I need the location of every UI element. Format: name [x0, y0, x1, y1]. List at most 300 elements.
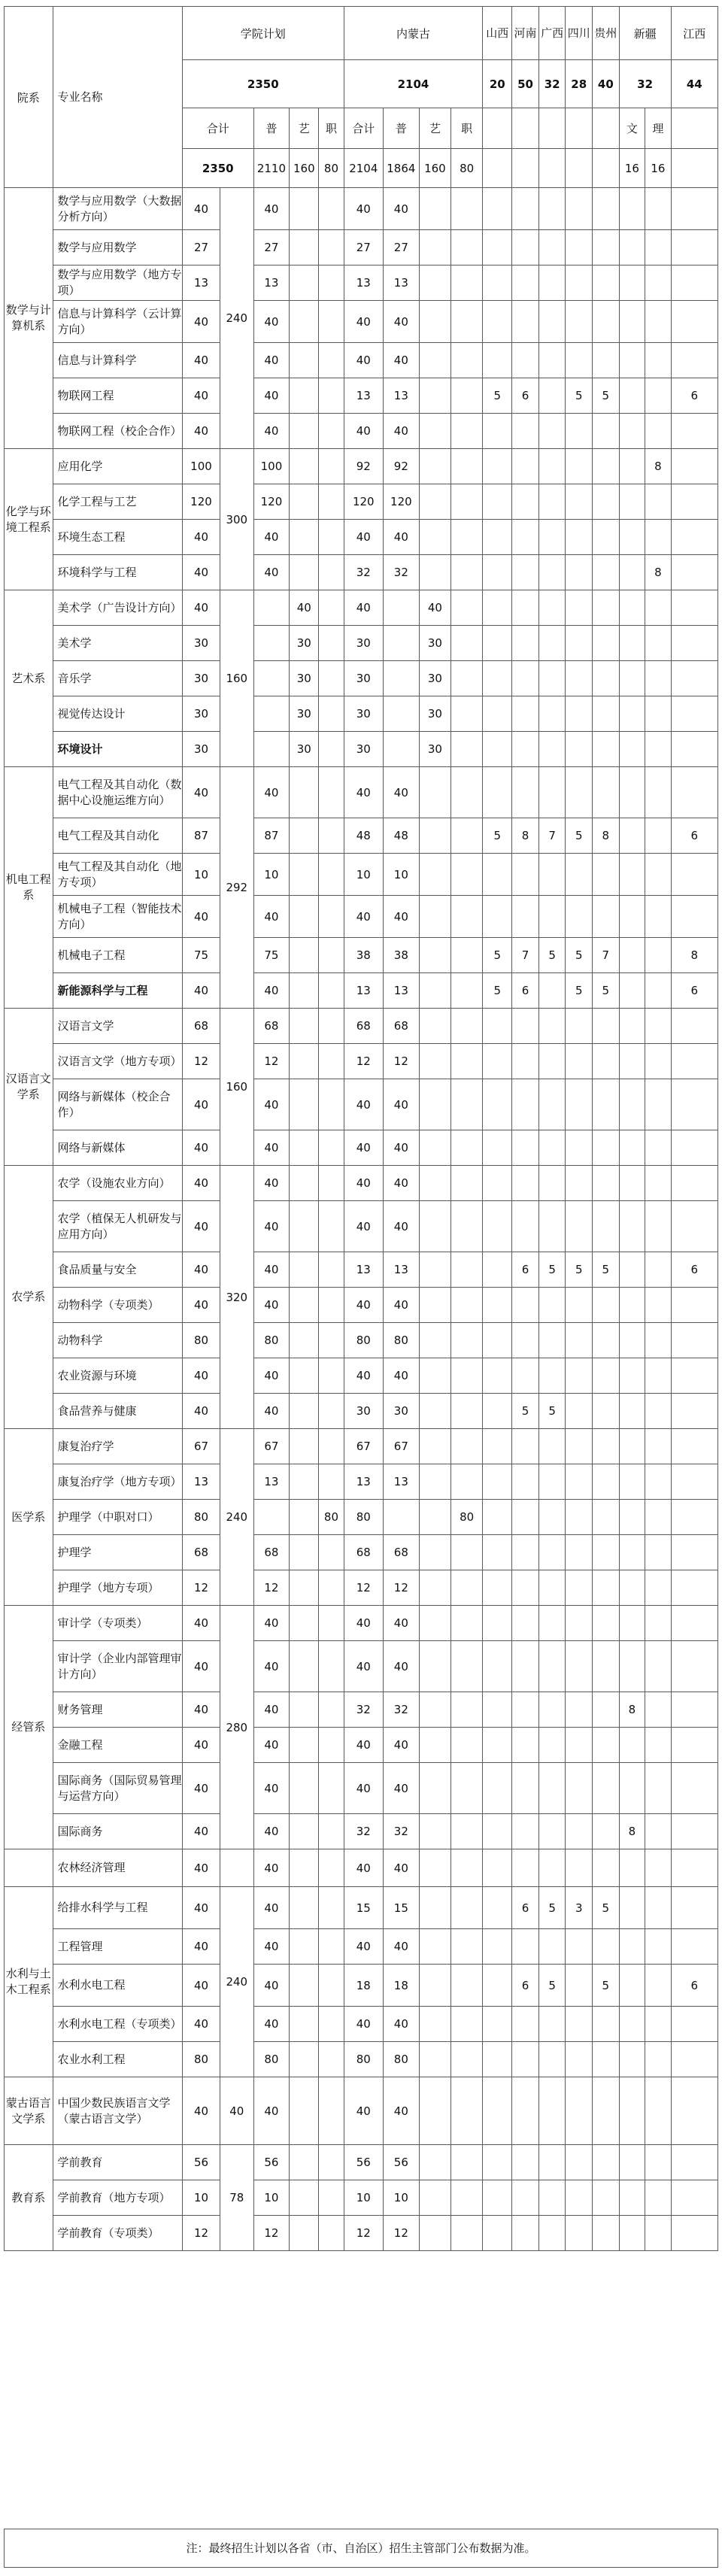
- value-cell: [566, 1201, 593, 1252]
- value-cell: [419, 1394, 450, 1429]
- value-cell: 27: [344, 230, 383, 265]
- major-name: 数学与应用数学（地方专项）: [53, 265, 182, 301]
- value-cell: [483, 2145, 512, 2180]
- value-cell: 5: [593, 973, 620, 1009]
- value-cell: [483, 1252, 512, 1288]
- value-cell: [451, 854, 483, 896]
- value-cell: [619, 1288, 645, 1323]
- value-cell: [538, 1570, 566, 1606]
- value-cell: 100: [253, 449, 290, 484]
- value-cell: [319, 265, 344, 301]
- value-cell: [671, 1464, 717, 1500]
- value-cell: 40: [253, 1358, 290, 1394]
- value-cell: [451, 1641, 483, 1692]
- department-name: 艺术系: [5, 590, 53, 767]
- value-cell: 32: [383, 1692, 419, 1728]
- value-cell: [290, 1079, 319, 1130]
- value-cell: [538, 1929, 566, 1965]
- value-cell: [645, 818, 672, 854]
- value-cell: [290, 449, 319, 484]
- value-cell: [671, 896, 717, 938]
- value-cell: [419, 1763, 450, 1814]
- value-cell: [593, 1763, 620, 1814]
- value-cell: [566, 1464, 593, 1500]
- value-cell: [538, 1692, 566, 1728]
- value-cell: [512, 1763, 539, 1814]
- value-cell: [483, 626, 512, 661]
- value-cell: [538, 484, 566, 520]
- value-cell: [538, 1358, 566, 1394]
- value-cell: [319, 1606, 344, 1641]
- table-row: [5, 1763, 718, 1814]
- major-name: 护理学（中职对口）: [53, 1500, 182, 1535]
- value-cell: [619, 1535, 645, 1570]
- value-cell: 40: [253, 520, 290, 555]
- value-cell: 6: [671, 973, 717, 1009]
- value-cell: 40: [383, 1606, 419, 1641]
- value-cell: [451, 484, 483, 520]
- value-cell: 40: [253, 1288, 290, 1323]
- value-cell: 6: [671, 1252, 717, 1288]
- value-cell: [483, 2216, 512, 2251]
- value-cell: [290, 1728, 319, 1763]
- value-cell: [451, 590, 483, 626]
- value-cell: [419, 1323, 450, 1358]
- table-row: [5, 1009, 718, 1044]
- value-cell: [419, 1814, 450, 1849]
- value-cell: [671, 555, 717, 590]
- value-cell: [593, 1429, 620, 1464]
- value-cell: [512, 1079, 539, 1130]
- value-cell: [451, 1201, 483, 1252]
- value-cell: [538, 188, 566, 230]
- value-cell: [319, 973, 344, 1009]
- value-cell: [593, 1464, 620, 1500]
- value-cell: [538, 2216, 566, 2251]
- value-cell: [645, 520, 672, 555]
- value-cell: [512, 484, 539, 520]
- value-cell: [645, 1500, 672, 1535]
- value-cell: [593, 626, 620, 661]
- value-cell: [619, 938, 645, 973]
- value-cell: [290, 2007, 319, 2042]
- value-cell: [538, 265, 566, 301]
- value-cell: [645, 230, 672, 265]
- value-cell: [619, 343, 645, 378]
- major-header: 专业名称: [53, 7, 182, 188]
- table-row: [5, 1358, 718, 1394]
- value-cell: [419, 1929, 450, 1965]
- value-cell: [419, 896, 450, 938]
- table-row: [5, 484, 718, 520]
- value-cell: [538, 1763, 566, 1814]
- value-cell: [619, 378, 645, 414]
- table-row: [5, 1606, 718, 1641]
- value-cell: [671, 484, 717, 520]
- value-cell: [451, 1252, 483, 1288]
- value-cell: 40: [253, 1692, 290, 1728]
- value-cell: [566, 1929, 593, 1965]
- value-cell: [593, 343, 620, 378]
- value-cell: [645, 378, 672, 414]
- major-name: 电气工程及其自动化: [53, 818, 182, 854]
- value-cell: 40: [290, 590, 319, 626]
- n-total-label: 合计: [344, 108, 383, 149]
- major-name: 食品质量与安全: [53, 1252, 182, 1288]
- value-cell: [290, 1464, 319, 1500]
- value-cell: 12: [253, 1044, 290, 1079]
- value-cell: [483, 555, 512, 590]
- value-cell: [419, 1965, 450, 2007]
- value-cell: [451, 378, 483, 414]
- value-cell: [483, 1288, 512, 1323]
- value-cell: [593, 1929, 620, 1965]
- value-cell: [566, 2216, 593, 2251]
- value-cell: 40: [383, 1288, 419, 1323]
- major-name: 音乐学: [53, 661, 182, 696]
- major-name: 审计学（企业内部管理审计方向）: [53, 1641, 182, 1692]
- value-cell: 40: [182, 1130, 220, 1166]
- value-cell: [319, 661, 344, 696]
- value-cell: [512, 188, 539, 230]
- value-cell: [451, 1323, 483, 1358]
- value-cell: [419, 1252, 450, 1288]
- value-cell: [451, 938, 483, 973]
- value-cell: [619, 1606, 645, 1641]
- value-cell: 30: [182, 696, 220, 732]
- value-cell: 40: [182, 1763, 220, 1814]
- major-name: 康复治疗学: [53, 1429, 182, 1464]
- value-cell: [451, 1692, 483, 1728]
- value-cell: [451, 265, 483, 301]
- n-yi-sum: 160: [419, 149, 450, 188]
- value-cell: [290, 1692, 319, 1728]
- table-row: [5, 1429, 718, 1464]
- value-cell: 15: [344, 1887, 383, 1929]
- major-name: 农业水利工程: [53, 2042, 182, 2077]
- value-cell: 80: [451, 1500, 483, 1535]
- value-cell: 27: [182, 230, 220, 265]
- department-total: 240: [220, 1887, 254, 2077]
- value-cell: [451, 2180, 483, 2216]
- value-cell: 7: [512, 938, 539, 973]
- value-cell: 8: [645, 449, 672, 484]
- value-cell: [619, 2077, 645, 2145]
- value-cell: [451, 1394, 483, 1429]
- value-cell: [619, 555, 645, 590]
- value-cell: [483, 1394, 512, 1429]
- value-cell: [619, 265, 645, 301]
- value-cell: [512, 1692, 539, 1728]
- value-cell: [566, 1814, 593, 1849]
- value-cell: [319, 1570, 344, 1606]
- value-cell: 40: [182, 1965, 220, 2007]
- value-cell: [483, 854, 512, 896]
- shanxi-total: 20: [483, 60, 512, 108]
- value-cell: [419, 414, 450, 449]
- value-cell: 40: [253, 1814, 290, 1849]
- value-cell: [645, 854, 672, 896]
- value-cell: [319, 1009, 344, 1044]
- value-cell: [319, 626, 344, 661]
- department-total: 320: [220, 1166, 254, 1429]
- major-name: 数学与应用数学（大数据分析方向）: [53, 188, 182, 230]
- value-cell: [512, 1009, 539, 1044]
- value-cell: [483, 301, 512, 343]
- inner-mongolia-header: 内蒙古: [344, 7, 483, 60]
- value-cell: 80: [253, 2042, 290, 2077]
- n-yi-label: 艺: [419, 108, 450, 149]
- value-cell: [671, 1763, 717, 1814]
- value-cell: [538, 414, 566, 449]
- c-total-label: 合计: [182, 108, 253, 149]
- value-cell: [319, 1814, 344, 1849]
- value-cell: 40: [344, 1728, 383, 1763]
- value-cell: [451, 1814, 483, 1849]
- value-cell: 40: [383, 896, 419, 938]
- value-cell: [671, 343, 717, 378]
- major-name: 物联网工程: [53, 378, 182, 414]
- value-cell: [645, 1288, 672, 1323]
- value-cell: 10: [253, 2180, 290, 2216]
- value-cell: 40: [253, 555, 290, 590]
- value-cell: [451, 818, 483, 854]
- value-cell: [566, 732, 593, 767]
- value-cell: 32: [344, 555, 383, 590]
- value-cell: 40: [344, 1130, 383, 1166]
- value-cell: [290, 1641, 319, 1692]
- value-cell: [619, 1009, 645, 1044]
- value-cell: [512, 590, 539, 626]
- value-cell: [483, 2042, 512, 2077]
- department-total: [220, 1849, 254, 1887]
- value-cell: [593, 1130, 620, 1166]
- value-cell: 30: [182, 732, 220, 767]
- department-name: 化学与环境工程系: [5, 449, 53, 590]
- value-cell: [619, 696, 645, 732]
- value-cell: [645, 1464, 672, 1500]
- value-cell: 100: [182, 449, 220, 484]
- value-cell: [319, 1166, 344, 1201]
- value-cell: [483, 1166, 512, 1201]
- value-cell: [593, 414, 620, 449]
- value-cell: 10: [182, 2180, 220, 2216]
- value-cell: [538, 1500, 566, 1535]
- value-cell: [451, 520, 483, 555]
- major-name: 化学工程与工艺: [53, 484, 182, 520]
- value-cell: [419, 767, 450, 818]
- value-cell: [645, 1044, 672, 1079]
- value-cell: [512, 2216, 539, 2251]
- value-cell: [419, 1728, 450, 1763]
- value-cell: 40: [182, 301, 220, 343]
- value-cell: 32: [344, 1814, 383, 1849]
- value-cell: 80: [344, 1500, 383, 1535]
- value-cell: [451, 2077, 483, 2145]
- value-cell: [512, 767, 539, 818]
- value-cell: [290, 1814, 319, 1849]
- value-cell: [645, 1849, 672, 1887]
- value-cell: 92: [344, 449, 383, 484]
- value-cell: [290, 1201, 319, 1252]
- province-sichuan: 四川: [566, 7, 593, 60]
- value-cell: [290, 1252, 319, 1288]
- value-cell: [593, 1849, 620, 1887]
- table-row: [5, 938, 718, 973]
- value-cell: [619, 1201, 645, 1252]
- value-cell: 8: [645, 555, 672, 590]
- value-cell: [483, 265, 512, 301]
- value-cell: 12: [182, 1570, 220, 1606]
- value-cell: [319, 1252, 344, 1288]
- value-cell: 40: [383, 1641, 419, 1692]
- value-cell: [566, 1130, 593, 1166]
- value-cell: 12: [253, 1570, 290, 1606]
- value-cell: 40: [383, 1201, 419, 1252]
- value-cell: [619, 2216, 645, 2251]
- value-cell: 38: [344, 938, 383, 973]
- major-name: 汉语言文学（地方专项）: [53, 1044, 182, 1079]
- value-cell: [512, 2077, 539, 2145]
- value-cell: [419, 343, 450, 378]
- value-cell: [319, 1044, 344, 1079]
- value-cell: 8: [619, 1692, 645, 1728]
- value-cell: [319, 1358, 344, 1394]
- value-cell: [512, 449, 539, 484]
- value-cell: [619, 301, 645, 343]
- value-cell: [451, 449, 483, 484]
- value-cell: [593, 1814, 620, 1849]
- value-cell: 40: [344, 1358, 383, 1394]
- value-cell: [566, 484, 593, 520]
- value-cell: [645, 896, 672, 938]
- value-cell: 10: [383, 2180, 419, 2216]
- value-cell: 32: [383, 555, 419, 590]
- value-cell: [645, 1358, 672, 1394]
- value-cell: [566, 343, 593, 378]
- value-cell: [645, 938, 672, 973]
- college-plan-header: 学院计划: [182, 7, 344, 60]
- value-cell: [645, 1965, 672, 2007]
- value-cell: [671, 767, 717, 818]
- value-cell: [451, 1044, 483, 1079]
- department-total: 160: [220, 590, 254, 767]
- value-cell: 13: [344, 378, 383, 414]
- n-pu-label: 普: [383, 108, 419, 149]
- value-cell: 38: [383, 938, 419, 973]
- value-cell: [483, 2007, 512, 2042]
- value-cell: 5: [483, 938, 512, 973]
- value-cell: [671, 1166, 717, 1201]
- value-cell: [483, 1500, 512, 1535]
- value-cell: [290, 343, 319, 378]
- value-cell: [538, 1201, 566, 1252]
- value-cell: [483, 896, 512, 938]
- value-cell: 40: [253, 1130, 290, 1166]
- value-cell: 40: [253, 1201, 290, 1252]
- value-cell: 40: [383, 1849, 419, 1887]
- value-cell: [566, 1079, 593, 1130]
- value-cell: [483, 1323, 512, 1358]
- value-cell: [319, 230, 344, 265]
- value-cell: [419, 188, 450, 230]
- value-cell: [619, 767, 645, 818]
- value-cell: 6: [671, 1965, 717, 2007]
- table-row: [5, 378, 718, 414]
- value-cell: [419, 520, 450, 555]
- value-cell: [319, 1394, 344, 1429]
- value-cell: [671, 626, 717, 661]
- value-cell: [645, 1201, 672, 1252]
- value-cell: [419, 2007, 450, 2042]
- value-cell: [419, 555, 450, 590]
- value-cell: [319, 1849, 344, 1887]
- table-body: [5, 188, 718, 2251]
- value-cell: [538, 1535, 566, 1570]
- value-cell: [538, 2007, 566, 2042]
- value-cell: 30: [290, 732, 319, 767]
- value-cell: [566, 520, 593, 555]
- value-cell: [419, 1641, 450, 1692]
- value-cell: 13: [344, 973, 383, 1009]
- value-cell: [671, 732, 717, 767]
- value-cell: [512, 2145, 539, 2180]
- value-cell: [319, 188, 344, 230]
- value-cell: 56: [253, 2145, 290, 2180]
- value-cell: [319, 767, 344, 818]
- value-cell: 40: [182, 1814, 220, 1849]
- value-cell: 80: [344, 2042, 383, 2077]
- value-cell: [290, 520, 319, 555]
- value-cell: [512, 732, 539, 767]
- value-cell: 68: [253, 1009, 290, 1044]
- guangxi-total: 32: [538, 60, 566, 108]
- value-cell: [383, 661, 419, 696]
- value-cell: [290, 1044, 319, 1079]
- value-cell: [645, 2180, 672, 2216]
- value-cell: [451, 188, 483, 230]
- value-cell: [671, 1358, 717, 1394]
- value-cell: [566, 301, 593, 343]
- value-cell: [290, 2216, 319, 2251]
- value-cell: [290, 2180, 319, 2216]
- value-cell: [512, 661, 539, 696]
- value-cell: [593, 1394, 620, 1429]
- value-cell: [419, 1166, 450, 1201]
- value-cell: 12: [344, 1044, 383, 1079]
- value-cell: [645, 2042, 672, 2077]
- major-name: 水利水电工程（专项类）: [53, 2007, 182, 2042]
- xinjiang-total: 32: [619, 60, 671, 108]
- value-cell: 40: [383, 1079, 419, 1130]
- value-cell: 80: [253, 1323, 290, 1358]
- n-zhi-sum: 80: [451, 149, 483, 188]
- value-cell: 40: [182, 1394, 220, 1429]
- value-cell: [512, 1535, 539, 1570]
- value-cell: 40: [182, 1358, 220, 1394]
- value-cell: [645, 696, 672, 732]
- value-cell: [319, 484, 344, 520]
- major-name: 农学（植保无人机研发与应用方向）: [53, 1201, 182, 1252]
- value-cell: [671, 2077, 717, 2145]
- value-cell: [566, 2145, 593, 2180]
- value-cell: [512, 696, 539, 732]
- value-cell: [483, 1079, 512, 1130]
- value-cell: 68: [182, 1535, 220, 1570]
- major-name: 水利水电工程: [53, 1965, 182, 2007]
- value-cell: [538, 230, 566, 265]
- major-name: 动物科学: [53, 1323, 182, 1358]
